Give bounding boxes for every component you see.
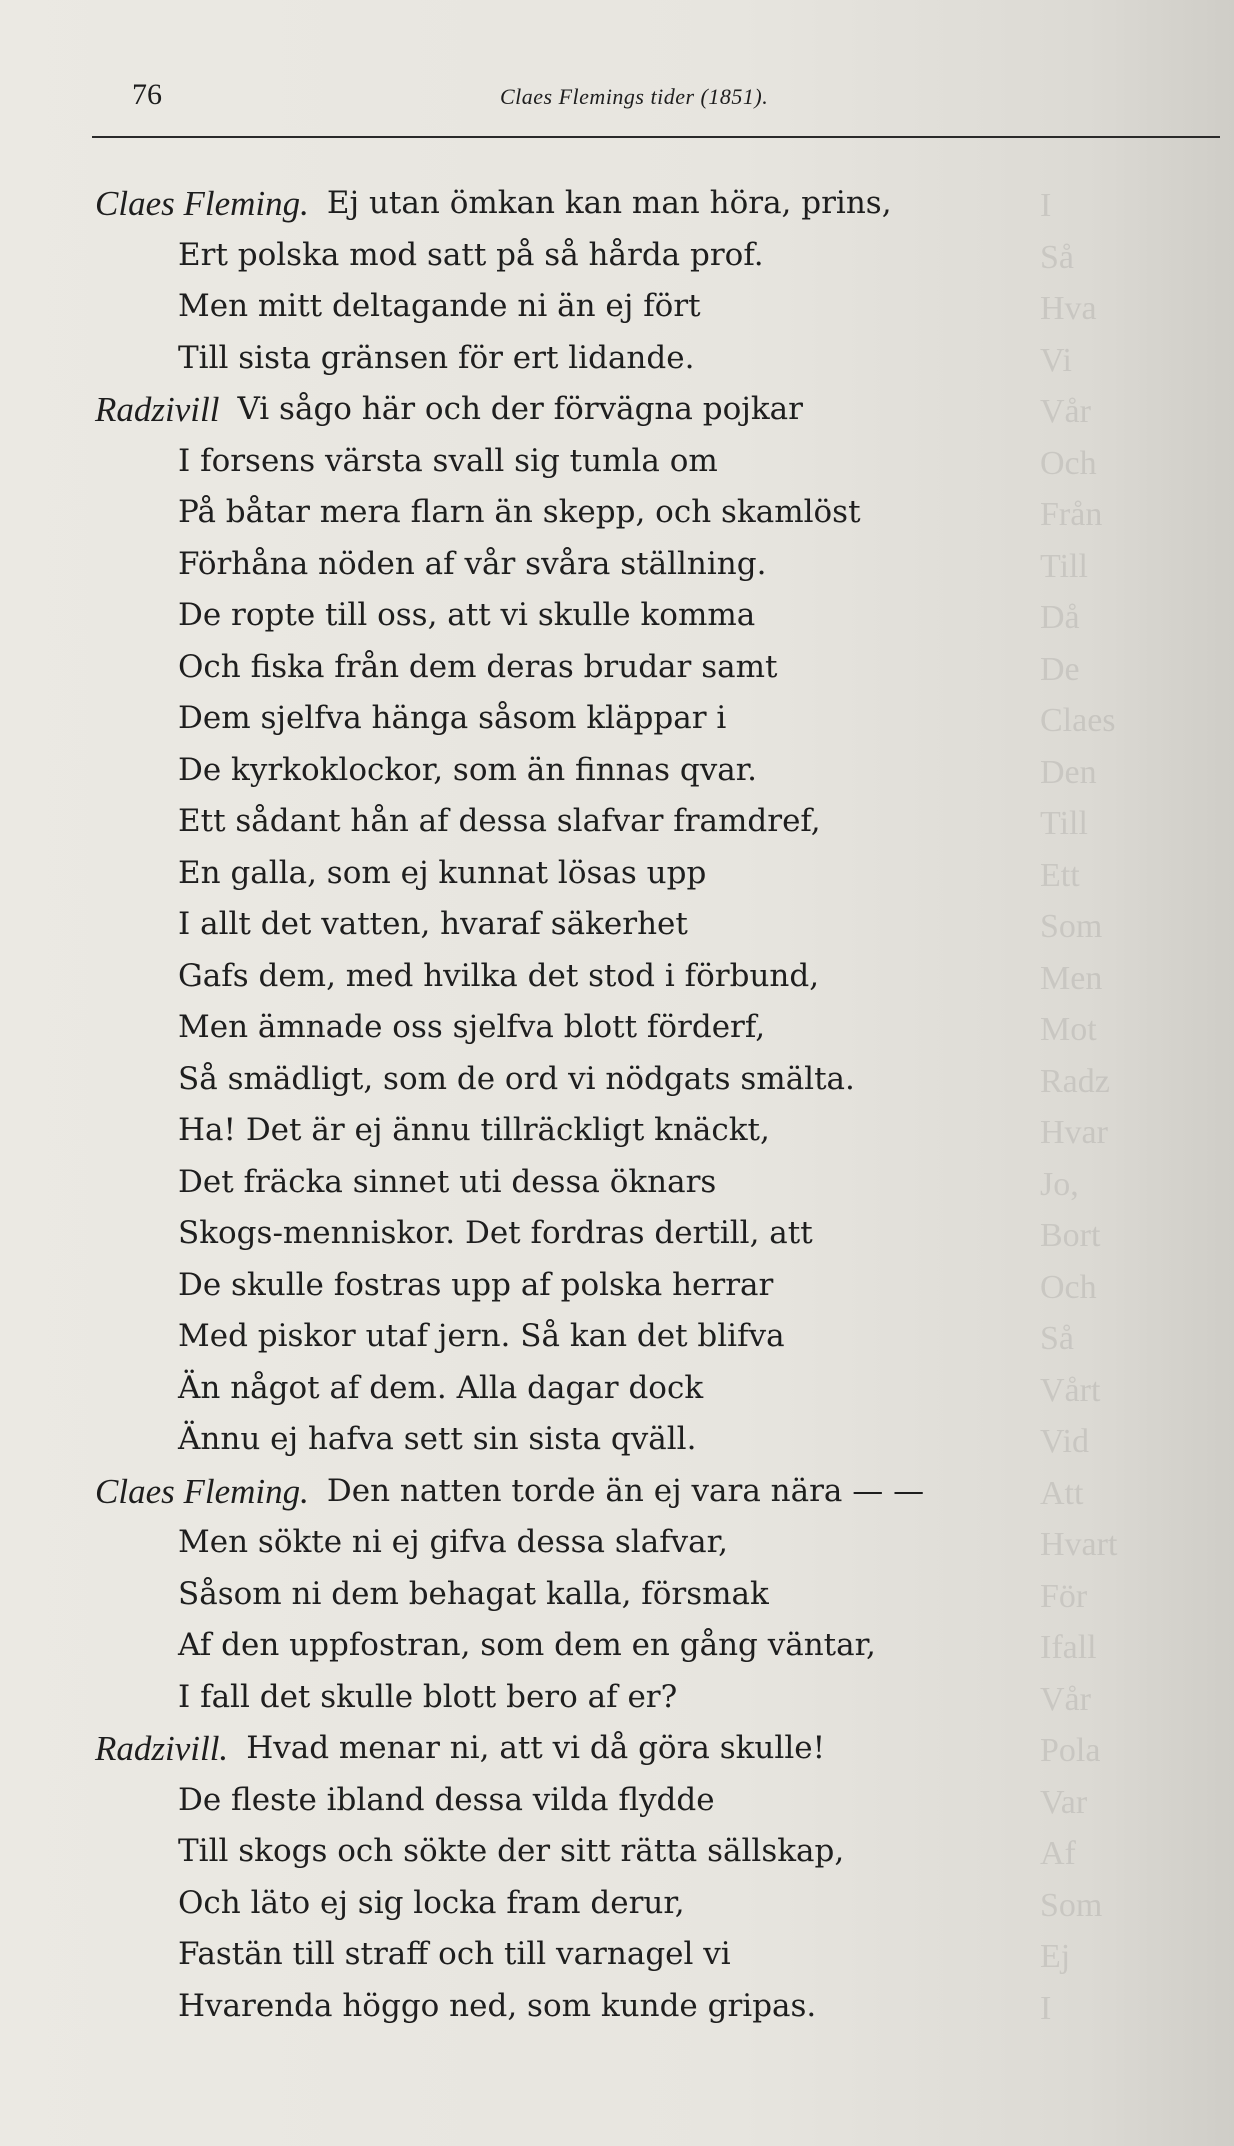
- verse-line: [0, 1672, 1234, 1724]
- line-text: Till skogs och sökte der sitt rätta sällskap,: [178, 1833, 845, 1869]
- page-number: 76: [132, 78, 162, 111]
- verse-line: [0, 590, 1234, 642]
- verse-line: [0, 1517, 1234, 1569]
- line-text: På båtar mera flarn än skepp, och skamlöst: [178, 494, 861, 530]
- line-text: En galla, som ej kunnat lösas upp: [178, 854, 707, 891]
- line-text: Så smädligt, som de ord vi nödgats smälta.: [178, 1060, 855, 1097]
- line-text: Till sista gränsen för ert lidande.: [178, 339, 695, 376]
- line-text: Fastän till straff och till varnagel vi: [178, 1936, 731, 1972]
- verse-line: [0, 487, 1234, 539]
- verse-line: [0, 539, 1234, 591]
- line-text: Men sökte ni ej gifva dessa slafvar,: [178, 1524, 728, 1560]
- verse-line: [0, 1826, 1234, 1878]
- line-text: Gafs dem, med hvilka det stod i förbund,: [178, 957, 820, 994]
- speaker-name: Radzivill: [95, 390, 220, 429]
- verse-line: [0, 230, 1234, 282]
- verse-line: [0, 1466, 1234, 1518]
- line-text: De fleste ibland dessa vilda flydde: [178, 1781, 715, 1818]
- line-text: Men mitt deltagande ni än ej fört: [178, 288, 701, 324]
- facing-page-show-through: I Så Hva Vi Vår Och Från Till Då De Claes Den Till Ett Som Men Mot Radz Hvar Jo, Bort Och Så Vårt Vid Att Hvart För Ifall Vår Pola Var Af Som Ej I: [1040, 187, 1118, 2027]
- verse-line: [0, 1723, 1234, 1775]
- line-text: Hvarenda höggo ned, som kunde gripas.: [178, 1987, 817, 2024]
- verse-line: [0, 384, 1234, 436]
- header-rule: [92, 136, 1220, 138]
- verse-line: [0, 1775, 1234, 1827]
- verse-line: [0, 1260, 1234, 1312]
- verse-line: [0, 333, 1234, 385]
- verse-line: [0, 1157, 1234, 1209]
- verse-line: [0, 1929, 1234, 1981]
- line-text: Ha! Det är ej ännu tillräckligt knäckt,: [178, 1112, 770, 1148]
- line-text: Af den uppfostran, som dem en gång väntar,: [178, 1627, 876, 1663]
- verse-line: [0, 745, 1234, 797]
- line-text: Såsom ni dem behagat kalla, försmak: [178, 1575, 769, 1612]
- speaker-name: Claes Fleming.: [95, 184, 309, 223]
- line-text: I fall det skulle blott bero af er?: [178, 1678, 678, 1715]
- line-text: Med piskor utaf jern. Så kan det blifva: [178, 1318, 785, 1354]
- verse-line: [0, 1363, 1234, 1415]
- verse-line: [0, 1414, 1234, 1466]
- speaker-name: Claes Fleming.: [95, 1471, 309, 1511]
- line-text: Ert polska mod satt på så hårda prof.: [178, 236, 764, 273]
- verse-line: [0, 1208, 1234, 1260]
- line-text: Och läto ej sig locka fram derur,: [178, 1884, 685, 1921]
- verse-line: [0, 1311, 1234, 1363]
- verse-line: [0, 1054, 1234, 1106]
- verse-line: [0, 178, 1234, 230]
- line-text: Dem sjelfva hänga såsom kläppar i: [178, 700, 727, 736]
- line-text: Skogs-menniskor. Det fordras dertill, att: [178, 1215, 813, 1251]
- verse-line: [0, 436, 1234, 488]
- line-text: Ej utan ömkan kan man höra, prins,: [326, 185, 892, 221]
- line-text: Än något af dem. Alla dagar dock: [178, 1369, 704, 1406]
- line-text: De ropte till oss, att vi skulle komma: [178, 597, 756, 633]
- verse-line: [0, 281, 1234, 333]
- verse-line: [0, 1105, 1234, 1157]
- verse-line: [0, 951, 1234, 1003]
- verse-line: [0, 899, 1234, 951]
- line-text: Ännu ej hafva sett sin sista qväll.: [178, 1421, 697, 1457]
- verse-line: [0, 1569, 1234, 1621]
- line-text: Men ämnade oss sjelfva blott förderf,: [178, 1009, 766, 1045]
- line-text: Den natten torde än ej vara nära — —: [326, 1472, 925, 1509]
- line-text: Det fräcka sinnet uti dessa öknars: [178, 1163, 717, 1200]
- line-text: Förhåna nöden af vår svåra ställning.: [178, 545, 767, 582]
- line-text: Ett sådant hån af dessa slafvar framdref,: [178, 803, 821, 839]
- page-header: [0, 72, 1234, 122]
- verse-line: [0, 642, 1234, 694]
- verse-line: [0, 693, 1234, 745]
- verse-text: [0, 178, 1234, 2032]
- verse-line: [0, 1981, 1234, 2033]
- line-text: Och fiska från dem deras brudar samt: [178, 648, 778, 685]
- speaker-name: Radzivill.: [95, 1729, 229, 1768]
- verse-line: [0, 796, 1234, 848]
- line-text: De skulle fostras upp af polska herrar: [178, 1266, 774, 1303]
- line-text: De kyrkoklockor, som än finnas qvar.: [178, 751, 757, 788]
- line-text: Vi sågo här och der förvägna pojkar: [237, 391, 803, 427]
- line-text: I allt det vatten, hvaraf säkerhet: [178, 906, 688, 942]
- verse-line: [0, 1002, 1234, 1054]
- verse-line: [0, 1620, 1234, 1672]
- verse-line: [0, 1878, 1234, 1930]
- running-title: Claes Flemings tider (1851).: [500, 84, 769, 109]
- line-text: Hvad menar ni, att vi då göra skulle!: [246, 1730, 826, 1766]
- verse-line: [0, 848, 1234, 900]
- line-text: I forsens värsta svall sig tumla om: [178, 442, 718, 479]
